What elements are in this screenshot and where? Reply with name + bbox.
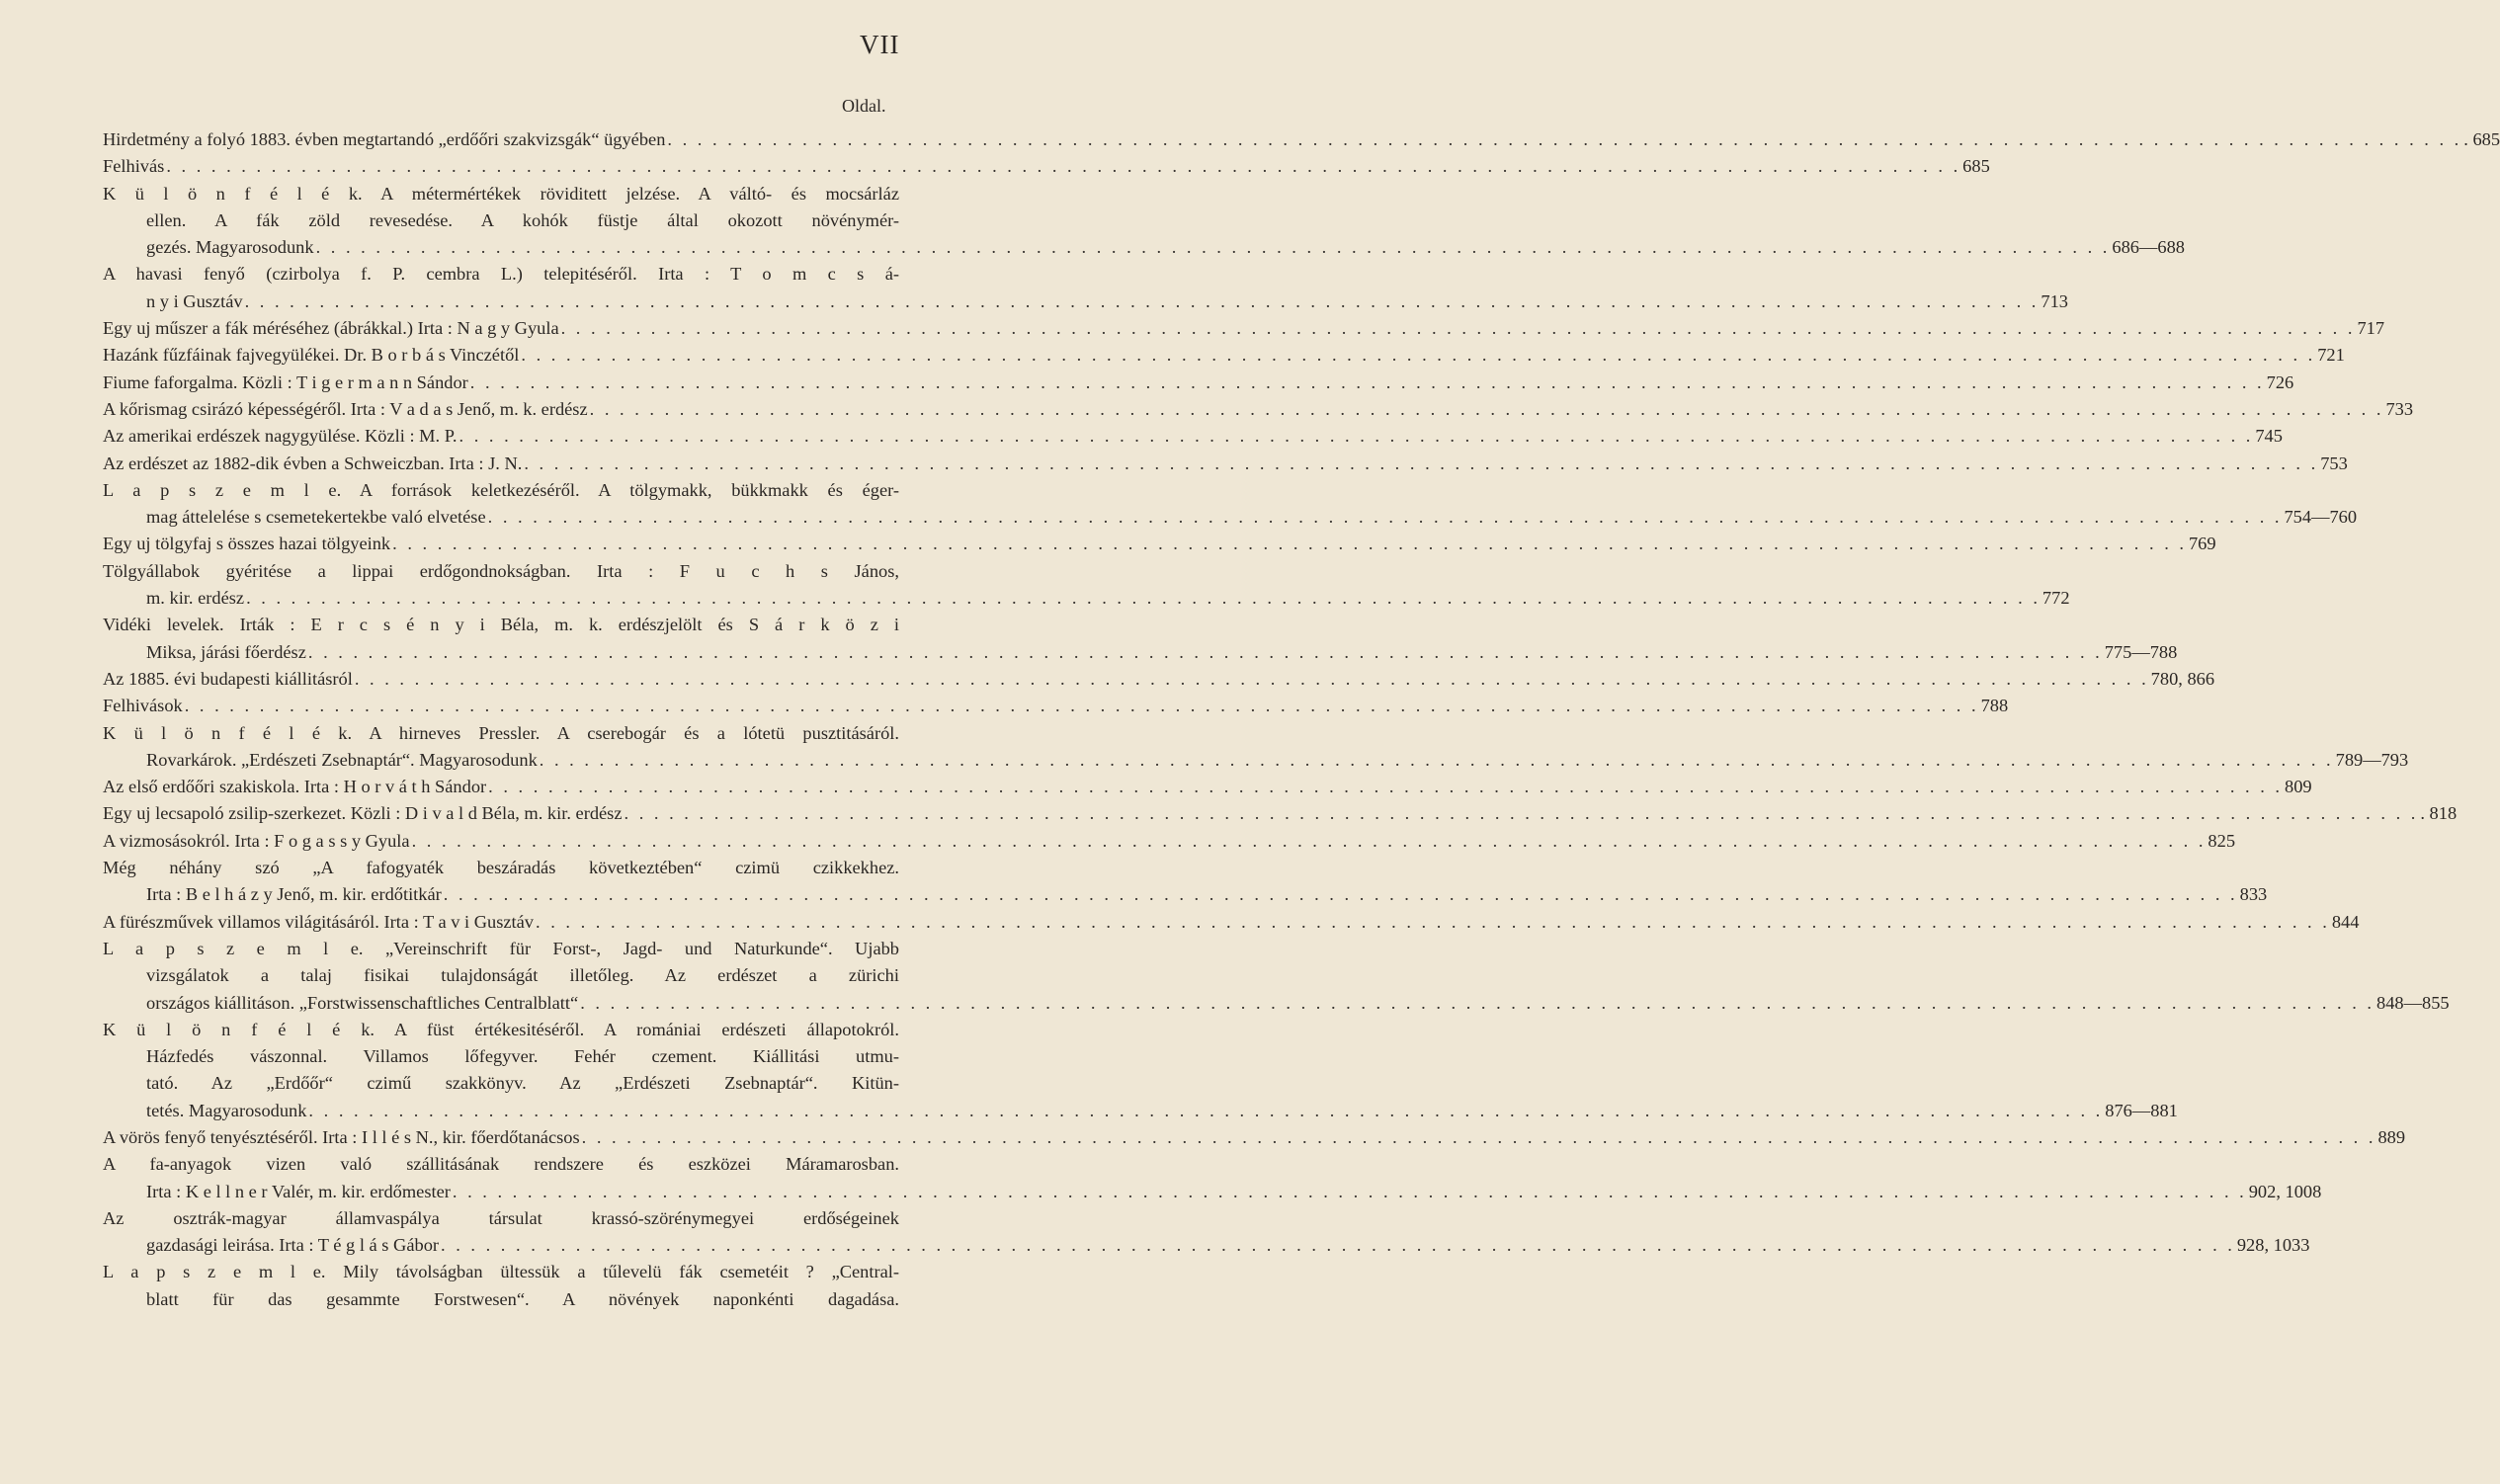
toc-entry-line: Házfedés vászonnal. Villamos lőfegyver. Fehér czement. Kiállitási utmu- xyxy=(146,1046,899,1067)
entry-title: Irta : K e l l n e r Valér, m. kir. erdőmester xyxy=(146,1181,451,1201)
entry-page-number: 844 xyxy=(2331,911,2360,932)
entry-page-number: 902, 1008 xyxy=(2248,1181,2322,1201)
entry-page-number: 713 xyxy=(2041,290,2068,311)
dot-leader: . . . . . . . . . . . . . . . . . . . . . . . . . . . . . . . . . . . . . . . . . . . . . . . . . . . . . . . . . . . . . . . . . . . . . . . . . . . . . . . . . . . . . . . . . . . . . . . . . . . . . . . . . . . . . . . . . . . . . . . . xyxy=(524,453,2319,473)
toc-entry xyxy=(103,612,2178,666)
toc-entry xyxy=(103,774,2312,800)
entry-page-number: 721 xyxy=(2317,345,2345,366)
dot-leader: . . . . . . . . . . . . . . . . . . . . . . . . . . . . . . . . . . . . . . . . . . . . . . . . . . . . . . . . . . . . . . . . . . . . . . . . . . . . . . . . . . . . . . . . . . . . . . . . . . . . . . . . . . . . . . . . . . . . . . . . xyxy=(458,426,2254,447)
dot-leader: . . . . . . . . . . . . . . . . . . . . . . . . . . . . . . . . . . . . . . . . . . . . . . . . . . . . . . . . . . . . . . . . . . . . . . . . . . . . . . . . . . . . . . . . . . . . . . . . . . . . . . . . . . . . . . . . . . . . . . . . xyxy=(624,803,2419,824)
entry-title: Felhivás xyxy=(103,156,165,177)
entry-title: A vörös fenyő tenyésztéséről. Irta : I l l é s N., kir. főerdőtanácsos xyxy=(103,1126,580,1147)
dot-leader: . . . . . . . . . . . . . . . . . . . . . . . . . . . . . . . . . . . . . . . . . . . . . . . . . . . . . . . . . . . . . . . . . . . . . . . . . . . . . . . . . . . . . . . . . . . . . . . . . . . . . . . . . . . . . . . . . . . . . . . . xyxy=(315,237,2111,258)
dot-leader: . . . . . . . . . . . . . . . . . . . . . . . . . . . . . . . . . . . . . . . . . . . . . . . . . . . . . . . . . . . . . . . . . . . . . . . . . . . . . . . . . . . . . . . . . . . . . . . . . . . . . . . . . . . . . . . . . . . . . . . . xyxy=(307,641,2103,662)
entry-title: Miksa, járási főerdész xyxy=(146,641,306,662)
entry-page-number: 876—881 xyxy=(2105,1100,2178,1120)
dot-leader: . . . . . . . . . . . . . . . . . . . . . . . . . . . . . . . . . . . . . . . . . . . . . . . . . . . . . . . . . . . . . . . . . . . . . . . . . . . . . . . . . . . . . . . . . . . . . . . . . . . . . . . . . . . . . . . . . . . . . . . . xyxy=(246,588,2041,609)
dot-leader: . . . . . . . . . . . . . . . . . . . . . . . . . . . . . . . . . . . . . . . . . . . . . . . . . . . . . . . . . . . . . . . . . . . . . . . . . . . . . . . . . . . . . . . . . . . . . . . . . . . . . . . . . . . . . . . . . . . . . . . . xyxy=(539,749,2334,770)
toc-entry-line: vizsgálatok a talaj fisikai tulajdonságát illetőleg. Az erdészet a zürichi xyxy=(146,965,899,986)
toc-entry-line: Vidéki levelek. Irták : E r c s é n y i Béla, m. k. erdészjelölt és S á r k ö z i xyxy=(103,615,899,635)
toc-entry xyxy=(103,315,2385,342)
dot-leader: . . . . . . . . . . . . . . . . . . . . . . . . . . . . . . . . . . . . . . . . . . . . . . . . . . . . . . . . . . . . . . . . . . . . . . . . . . . . . . . . . . . . . . . . . . . . . . . . . . . . . . . . . . . . . . . . . . . . . . . . xyxy=(589,398,2384,419)
entry-title: Az 1885. évi budapesti kiállitásról xyxy=(103,668,353,689)
entry-page-number: 825 xyxy=(2208,830,2236,851)
dot-leader: . . . . . . . . . . . . . . . . . . . . . . . . . . . . . . . . . . . . . . . . . . . . . . . . . . . . . . . . . . . . . . . . . . . . . . . . . . . . . . . . . . . . . . . . . . . . . . . . . . . . . . . . . . . . . . . . . . . . . . . . xyxy=(244,290,2040,311)
dot-leader: . . . . . . . . . . . . . . . . . . . . . . . . . . . . . . . . . . . . . . . . . . . . . . . . . . . . . . . . . . . . . . . . . . . . . . . . . . . . . . . . . . . . . . . . . . . . . . . . . . . . . . . . . . . . . . . . . . . . . . . . xyxy=(392,534,2187,554)
toc-entry xyxy=(103,126,2500,153)
toc-entry-line: L a p s z e m l e. „Vereinschrift für Forst-, Jagd- und Naturkunde“. Ujabb xyxy=(103,938,899,958)
toc-entry xyxy=(103,1124,2406,1151)
entry-title: mag áttelelése s csemetekertekbe való elvetése xyxy=(146,507,486,528)
toc-entry-line xyxy=(103,1232,2310,1259)
entry-page-number: 753 xyxy=(2320,453,2348,473)
dot-leader: . . . . . . . . . . . . . . . . . . . . . . . . . . . . . . . . . . . . . . . . . . . . . . . . . . . . . . . . . . . . . . . . . . . . . . . . . . . . . . . . . . . . . . . . . . . . . . . . . . . . . . . . . . . . . . . . . . . . . . . . xyxy=(411,830,2207,851)
entry-page-number: 754—760 xyxy=(2284,507,2358,528)
dot-leader: . . . . . . . . . . . . . . . . . . . . . . . . . . . . . . . . . . . . . . . . . . . . . . . . . . . . . . . . . . . . . . . . . . . . . . . . . . . . . . . . . . . . . . . . . . . . . . . . . . . . . . . . . . . . . . . . . . . . . . . . xyxy=(469,371,2265,392)
toc-entry-line: Tölgyállabok gyéritése a lippai erdőgondnokságban. Irta : F u c h s János, xyxy=(103,560,899,581)
entry-title: Az első erdőőri szakiskola. Irta : H o r v á t h Sándor xyxy=(103,777,487,797)
entry-page-number: 788 xyxy=(1980,696,2009,716)
entry-page-number: 769 xyxy=(2188,534,2216,554)
entry-page-number: 833 xyxy=(2239,884,2268,905)
entry-title: Egy uj lecsapoló zsilip-szerkezet. Közli : D i v a l d Béla, m. kir. erdész xyxy=(103,803,623,824)
toc-entry-line xyxy=(103,881,2268,908)
page-number: VII xyxy=(860,30,900,59)
toc-entry-line xyxy=(103,153,1990,180)
toc-entry xyxy=(103,693,2009,719)
dot-leader: . . . . . . . . . . . . . . . . . . . . . . . . . . . . . . . . . . . . . . . . . . . . . . . . . . . . . . . . . . . . . . . . . . . . . . . . . . . . . . . . . . . . . . . . . . . . . . . . . . . . . . . . . . . . . . . . . . . . . . . . xyxy=(441,1235,2235,1256)
dot-leader: . . . . . . . . . . . . . . . . . . . . . . . . . . . . . . . . . . . . . . . . . . . . . . . . . . . . . . . . . . . . . . . . . . . . . . . . . . . . . . . . . . . . . . . . . . . . . . . . . . . . . . . . . . . . . . . . . . . . . . . . xyxy=(667,129,2462,149)
entry-title: Hazánk fűzfáinak fajvegyülékei. Dr. B o r b á s Vinczétől xyxy=(103,345,520,366)
entry-title: Rovarkárok. „Erdészeti Zsebnaptár“. Magyarosodunk xyxy=(146,749,538,770)
entry-page-number: 745 xyxy=(2255,426,2283,447)
toc-entry xyxy=(103,800,2458,827)
entry-page-number: 889 xyxy=(2377,1126,2406,1147)
entry-title: Hirdetmény a folyó 1883. évben megtartandó „erdőőri szakvizsgák“ ügyében xyxy=(103,129,666,149)
page-column-header: Oldal. xyxy=(842,96,886,116)
entry-page-number: 726 xyxy=(2266,371,2294,392)
entry-title: országos kiállitáson. „Forstwissenschaftliches Centralblatt“ xyxy=(146,992,579,1013)
toc-entry xyxy=(103,828,2236,855)
entry-page-number: 789—793 xyxy=(2335,749,2409,770)
dot-leader: . . . . . . . . . . . . . . . . . . . . . . . . . . . . . . . . . . . . . . . . . . . . . . . . . . . . . . . . . . . . . . . . . . . . . . . . . . . . . . . . . . . . . . . . . . . . . . . . . . . . . . . . . . . . . . . . . . . . . . . . xyxy=(184,696,1979,716)
dot-leader: . . . . . . . . . . . . . . . . . . . . . . . . . . . . . . . . . . . . . . . . . . . . . . . . . . . . . . . . . . . . . . . . . . . . . . . . . . . . . . . . . . . . . . . . . . . . . . . . . . . . . . . . . . . . . . . . . . . . . . . . xyxy=(488,777,2283,797)
entry-title: A fürészművek villamos világitásáról. Irta : T a v i Gusztáv xyxy=(103,911,534,932)
toc-entry-line xyxy=(103,909,2360,936)
entry-title: Irta : B e l h á z y Jenő, m. kir. erdőtitkár xyxy=(146,884,442,905)
toc-entry xyxy=(103,1205,2310,1260)
toc-entry-line xyxy=(103,531,2216,557)
toc-entry xyxy=(103,1259,899,1313)
entry-page-number: . 818 xyxy=(2420,803,2458,824)
entry-page-number: 809 xyxy=(2285,777,2312,797)
entry-page-number: . 685 xyxy=(2463,129,2500,149)
toc-entry-line xyxy=(103,451,2348,477)
toc-entry xyxy=(103,342,2345,369)
toc-entry-line: A havasi fenyő (czirbolya f. P. cembra L.) telepitéséről. Irta : T o m c s á- xyxy=(103,264,899,285)
entry-page-number: 848—855 xyxy=(2376,992,2450,1013)
dot-leader: . . . . . . . . . . . . . . . . . . . . . . . . . . . . . . . . . . . . . . . . . . . . . . . . . . . . . . . . . . . . . . . . . . . . . . . . . . . . . . . . . . . . . . . . . . . . . . . . . . . . . . . . . . . . . . . . . . . . . . . . xyxy=(308,1100,2104,1120)
dot-leader: . . . . . . . . . . . . . . . . . . . . . . . . . . . . . . . . . . . . . . . . . . . . . . . . . . . . . . . . . . . . . . . . . . . . . . . . . . . . . . . . . . . . . . . . . . . . . . . . . . . . . . . . . . . . . . . . . . . . . . . . xyxy=(521,345,2316,366)
toc-entry xyxy=(103,531,2216,557)
toc-entry xyxy=(103,261,2068,315)
toc-entry-line xyxy=(103,693,2009,719)
entry-page-number: 775—788 xyxy=(2104,641,2178,662)
toc-entry xyxy=(103,666,2215,693)
toc-entry-line xyxy=(103,370,2294,396)
toc-entry xyxy=(103,153,1990,180)
toc-entry-line: L a p s z e m l e. A források keletkezéséről. A tölgymakk, bükkmakk és éger- xyxy=(103,479,899,500)
toc-entry-line xyxy=(103,1124,2406,1151)
toc-entry-line xyxy=(103,315,2385,342)
entry-title: tetés. Magyarosodunk xyxy=(146,1100,307,1120)
dot-leader: . . . . . . . . . . . . . . . . . . . . . . . . . . . . . . . . . . . . . . . . . . . . . . . . . . . . . . . . . . . . . . . . . . . . . . . . . . . . . . . . . . . . . . . . . . . . . . . . . . . . . . . . . . . . . . . . . . . . . . . . xyxy=(354,668,2149,689)
dot-leader: . . . . . . . . . . . . . . . . . . . . . . . . . . . . . . . . . . . . . . . . . . . . . . . . . . . . . . . . . . . . . . . . . . . . . . . . . . . . . . . . . . . . . . . . . . . . . . . . . . . . . . . . . . . . . . . . . . . . . . . . xyxy=(560,318,2356,339)
toc-entry-line xyxy=(103,423,2283,450)
toc-entry-line: blatt für das gesammte Forstwesen“. A növények naponkénti dagadása. xyxy=(146,1288,899,1309)
toc-entry-line xyxy=(103,990,2450,1017)
entry-page-number: 780, 866 xyxy=(2150,668,2215,689)
entry-page-number: 733 xyxy=(2385,398,2414,419)
toc-entry-line: L a p s z e m l e. Mily távolságban ültessük a tűlevelü fák csemetéit ? „Central- xyxy=(103,1262,899,1282)
entry-title: A kőrismag csirázó képességéről. Irta : V a d a s Jenő, m. k. erdész xyxy=(103,398,588,419)
toc-entry-line xyxy=(103,289,2068,315)
toc-entry-line xyxy=(103,1098,2178,1124)
toc-entry-line xyxy=(103,639,2178,666)
toc-entry-line xyxy=(103,504,2358,531)
table-of-contents xyxy=(103,126,2500,1313)
toc-entry xyxy=(103,477,2358,532)
entry-title: Fiume faforgalma. Közli : T i g e r m a n n Sándor xyxy=(103,371,468,392)
toc-entry xyxy=(103,1017,2178,1124)
toc-entry xyxy=(103,396,2414,423)
toc-entry-line: Még néhány szó „A fafogyaték beszáradás következtében“ czimü czikkekhez. xyxy=(103,858,899,878)
toc-entry-line xyxy=(103,800,2458,827)
entry-title: Felhivások xyxy=(103,696,183,716)
toc-entry xyxy=(103,855,2268,909)
toc-entry-line xyxy=(103,126,2500,153)
entry-title: gezés. Magyarosodunk xyxy=(146,237,314,258)
toc-entry xyxy=(103,370,2294,396)
toc-entry xyxy=(103,181,2185,262)
dot-leader: . . . . . . . . . . . . . . . . . . . . . . . . . . . . . . . . . . . . . . . . . . . . . . . . . . . . . . . . . . . . . . . . . . . . . . . . . . . . . . . . . . . . . . . . . . . . . . . . . . . . . . . . . . . . . . . . . . . . . . . . xyxy=(166,156,1961,177)
toc-entry-line: A fa-anyagok vizen való szállitásának rendszere és eszközei Máramarosban. xyxy=(103,1154,899,1175)
entry-page-number: 717 xyxy=(2357,318,2385,339)
dot-leader: . . . . . . . . . . . . . . . . . . . . . . . . . . . . . . . . . . . . . . . . . . . . . . . . . . . . . . . . . . . . . . . . . . . . . . . . . . . . . . . . . . . . . . . . . . . . . . . . . . . . . . . . . . . . . . . . . . . . . . . . xyxy=(443,884,2238,905)
dot-leader: . . . . . . . . . . . . . . . . . . . . . . . . . . . . . . . . . . . . . . . . . . . . . . . . . . . . . . . . . . . . . . . . . . . . . . . . . . . . . . . . . . . . . . . . . . . . . . . . . . . . . . . . . . . . . . . . . . . . . . . . xyxy=(580,992,2375,1013)
toc-entry-line xyxy=(103,774,2312,800)
entry-page-number: 685 xyxy=(1962,156,1990,177)
toc-entry xyxy=(103,1151,2322,1205)
entry-title: Az erdészet az 1882-dik évben a Schweiczban. Irta : J. N. xyxy=(103,453,523,473)
entry-title: gazdasági leirása. Irta : T é g l á s Gábor xyxy=(146,1235,440,1256)
entry-page-number: 772 xyxy=(2042,588,2070,609)
toc-entry-line: ellen. A fák zöld revesedése. A kohók füstje által okozott növénymér- xyxy=(146,209,899,230)
entry-title: Az amerikai erdészek nagygyülése. Közli : M. P. xyxy=(103,426,458,447)
dot-leader: . . . . . . . . . . . . . . . . . . . . . . . . . . . . . . . . . . . . . . . . . . . . . . . . . . . . . . . . . . . . . . . . . . . . . . . . . . . . . . . . . . . . . . . . . . . . . . . . . . . . . . . . . . . . . . . . . . . . . . . . xyxy=(452,1181,2247,1201)
toc-entry-line: Az osztrák-magyar államvaspálya társulat krassó-szörénymegyei erdőségeinek xyxy=(103,1207,899,1228)
entry-page-number: 686—688 xyxy=(2112,237,2185,258)
toc-entry-line xyxy=(103,585,2070,612)
toc-entry xyxy=(103,720,2409,775)
toc-entry xyxy=(103,423,2283,450)
toc-entry-line xyxy=(103,342,2345,369)
toc-entry xyxy=(103,909,2360,936)
entry-title: Egy uj műszer a fák méréséhez (ábrákkal.) Irta : N a g y Gyula xyxy=(103,318,559,339)
toc-entry-line xyxy=(103,828,2236,855)
toc-entry-line xyxy=(103,666,2215,693)
toc-entry-line: tató. Az „Erdőőr“ czimű szakkönyv. Az „Erdészeti Zsebnaptár“. Kitün- xyxy=(146,1073,899,1094)
toc-entry xyxy=(103,558,2070,613)
toc-entry-line xyxy=(103,747,2409,774)
dot-leader: . . . . . . . . . . . . . . . . . . . . . . . . . . . . . . . . . . . . . . . . . . . . . . . . . . . . . . . . . . . . . . . . . . . . . . . . . . . . . . . . . . . . . . . . . . . . . . . . . . . . . . . . . . . . . . . . . . . . . . . . xyxy=(536,911,2330,932)
dot-leader: . . . . . . . . . . . . . . . . . . . . . . . . . . . . . . . . . . . . . . . . . . . . . . . . . . . . . . . . . . . . . . . . . . . . . . . . . . . . . . . . . . . . . . . . . . . . . . . . . . . . . . . . . . . . . . . . . . . . . . . . xyxy=(581,1126,2376,1147)
entry-title: n y i Gusztáv xyxy=(146,290,243,311)
toc-entry-line xyxy=(103,396,2414,423)
entry-title: m. kir. erdész xyxy=(146,588,245,609)
toc-entry-line: K ü l ö n f é l é k. A füst értékesitéséről. A romániai erdészeti állapotokról. xyxy=(103,1019,899,1039)
entry-title: Egy uj tölgyfaj s összes hazai tölgyeink xyxy=(103,534,391,554)
toc-entry-line: K ü l ö n f é l é k. A métermértékek röviditett jelzése. A váltó- és mocsárláz xyxy=(103,183,899,204)
toc-entry xyxy=(103,451,2348,477)
entry-page-number: 928, 1033 xyxy=(2236,1235,2310,1256)
toc-entry-line xyxy=(103,234,2185,261)
toc-entry-line xyxy=(103,1179,2322,1205)
toc-entry xyxy=(103,936,2450,1017)
entry-title: A vizmosásokról. Irta : F o g a s s y Gyula xyxy=(103,830,410,851)
dot-leader: . . . . . . . . . . . . . . . . . . . . . . . . . . . . . . . . . . . . . . . . . . . . . . . . . . . . . . . . . . . . . . . . . . . . . . . . . . . . . . . . . . . . . . . . . . . . . . . . . . . . . . . . . . . . . . . . . . . . . . . . xyxy=(487,507,2283,528)
toc-entry-line: K ü l ö n f é l é k. A hirneves Pressler. A cserebogár és a lótetü pusztitásáról. xyxy=(103,722,899,743)
